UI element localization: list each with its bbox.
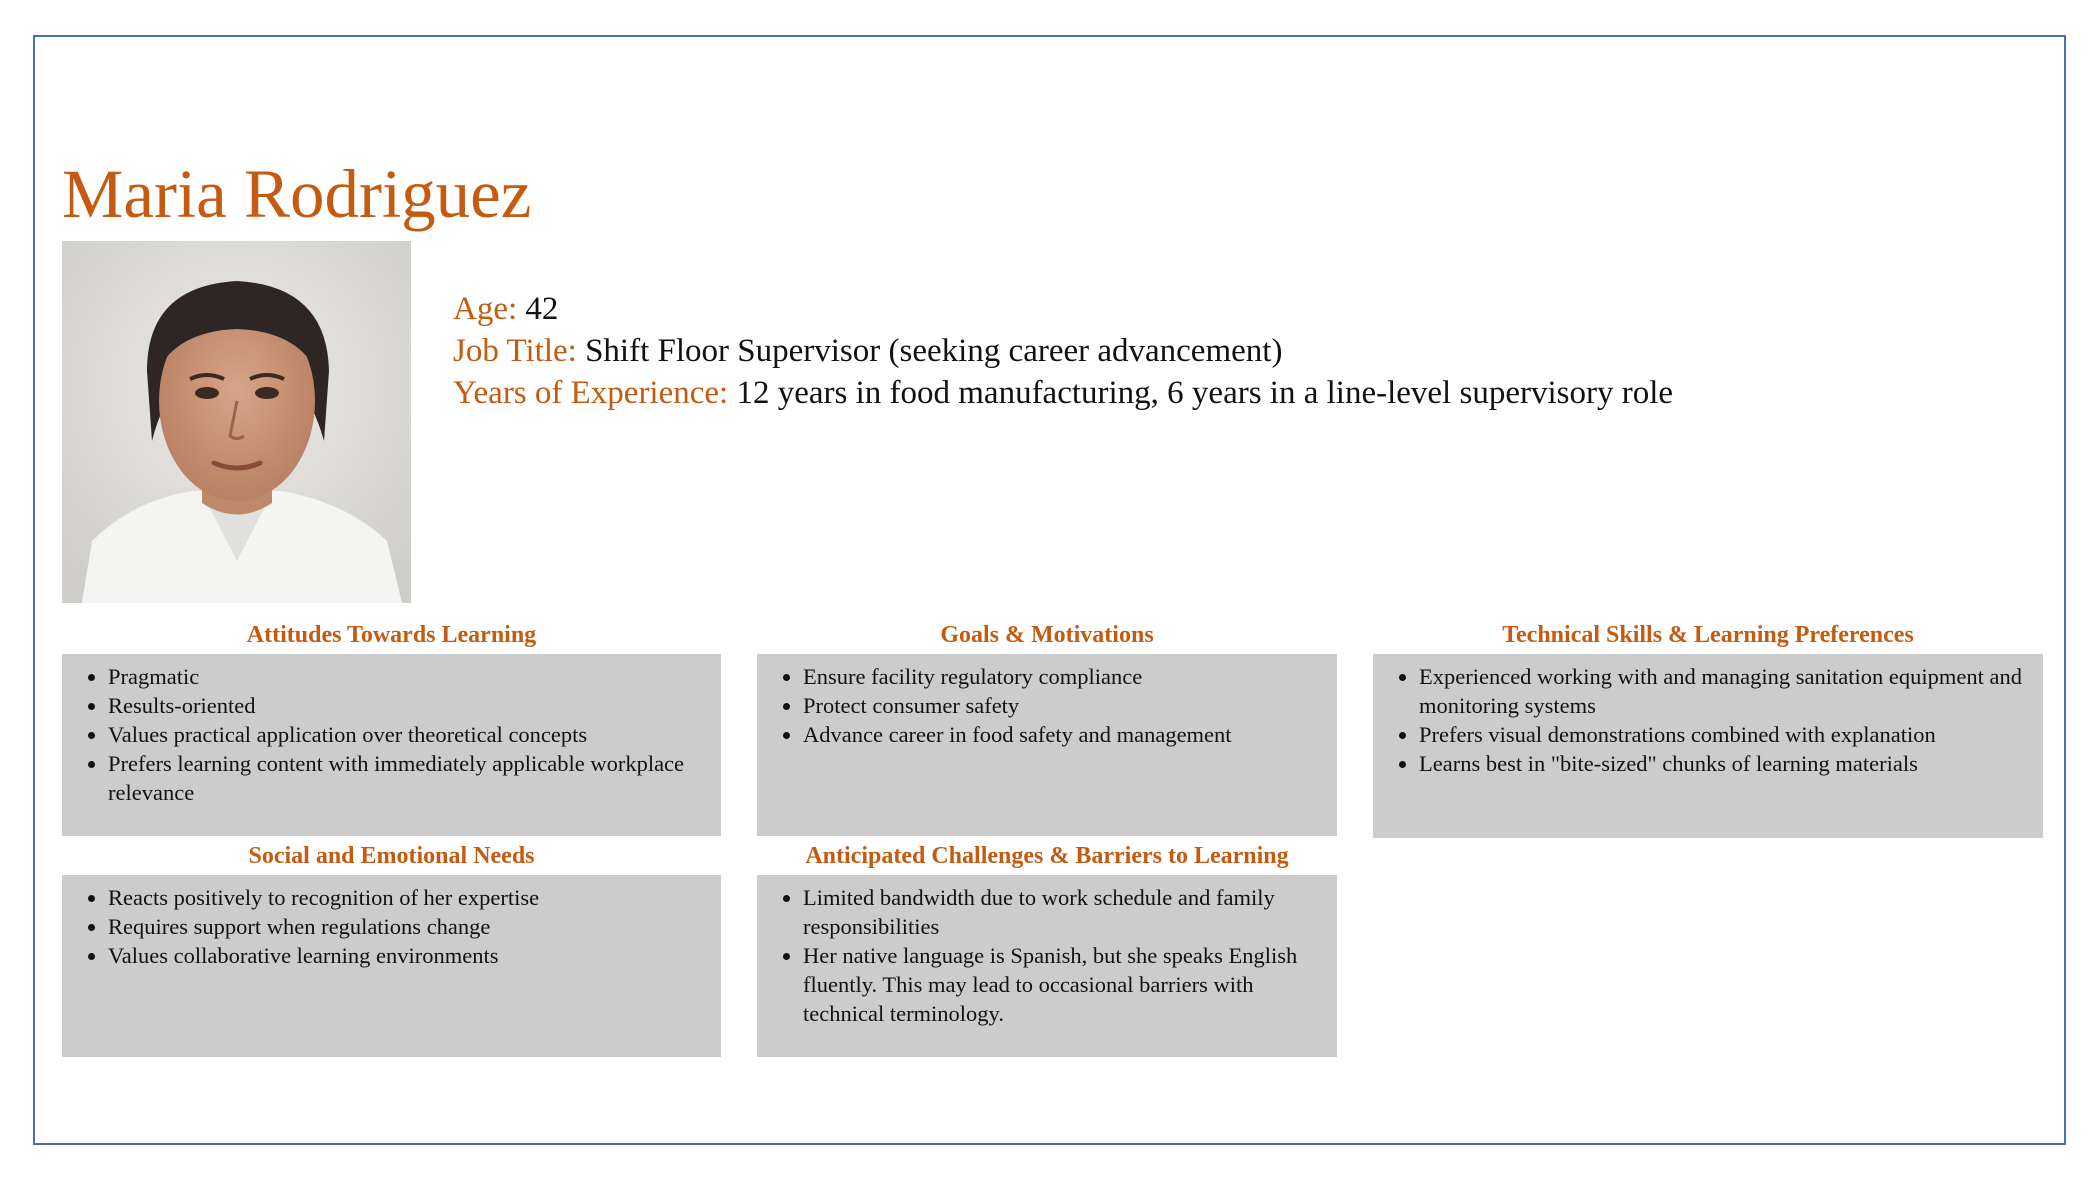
attitudes-list bbox=[62, 654, 721, 807]
list-item: • Values collaborative learning environments bbox=[108, 941, 711, 970]
age-label: Age: bbox=[453, 291, 518, 327]
list-item: • Prefers visual demonstrations combined with explanation bbox=[1419, 720, 2033, 749]
list-item: • Pragmatic bbox=[108, 662, 711, 691]
goals-list bbox=[757, 654, 1337, 749]
goals-box bbox=[757, 654, 1337, 836]
attitudes-title: Attitudes Towards Learning bbox=[246, 622, 537, 648]
experience-value: 12 years in food manufacturing, 6 years in a line-level supervisory role bbox=[736, 375, 1674, 411]
list-item: • Prefers learning content with immediately applicable workplace relevance bbox=[108, 749, 711, 807]
social-list bbox=[62, 875, 721, 970]
job-value: Shift Floor Supervisor (seeking career advancement) bbox=[585, 333, 1283, 369]
list-item: • Results-oriented bbox=[108, 691, 711, 720]
experience-label: Years of Experience: bbox=[453, 375, 729, 411]
challenges-title: Anticipated Challenges & Barriers to Learning bbox=[805, 843, 1289, 869]
social-box bbox=[62, 875, 721, 1057]
persona-photo bbox=[62, 241, 411, 603]
challenges-list bbox=[757, 875, 1337, 1028]
list-item: • Advance career in food safety and management bbox=[803, 720, 1327, 749]
list-item: • Requires support when regulations change bbox=[108, 912, 711, 941]
list-item: • Limited bandwidth due to work schedule and family responsibilities bbox=[803, 883, 1327, 941]
list-item: • Learns best in "bite-sized" chunks of learning materials bbox=[1419, 749, 2033, 778]
list-item: • Protect consumer safety bbox=[803, 691, 1327, 720]
list-item: • Experienced working with and managing sanitation equipment and monitoring systems bbox=[1419, 662, 2033, 720]
list-item: • Her native language is Spanish, but she speaks English fluently. This may lead to occasional barriers with technical terminology. bbox=[803, 941, 1327, 1028]
technical-title: Technical Skills & Learning Preferences bbox=[1502, 622, 1914, 648]
persona-name: Maria Rodriguez bbox=[62, 156, 532, 232]
age-row bbox=[453, 288, 1673, 330]
experience-row bbox=[453, 372, 1673, 414]
goals-title: Goals & Motivations bbox=[940, 622, 1154, 648]
attitudes-box bbox=[62, 654, 721, 836]
challenges-box bbox=[757, 875, 1337, 1057]
social-title: Social and Emotional Needs bbox=[248, 843, 535, 869]
list-item: • Reacts positively to recognition of her expertise bbox=[108, 883, 711, 912]
persona-facts bbox=[453, 288, 1673, 414]
list-item: • Ensure facility regulatory compliance bbox=[803, 662, 1327, 691]
job-label: Job Title: bbox=[453, 333, 577, 369]
technical-box bbox=[1373, 654, 2043, 838]
age-value: 42 bbox=[525, 291, 559, 327]
list-item: • Values practical application over theoretical concepts bbox=[108, 720, 711, 749]
job-row bbox=[453, 330, 1673, 372]
technical-list bbox=[1373, 654, 2043, 778]
